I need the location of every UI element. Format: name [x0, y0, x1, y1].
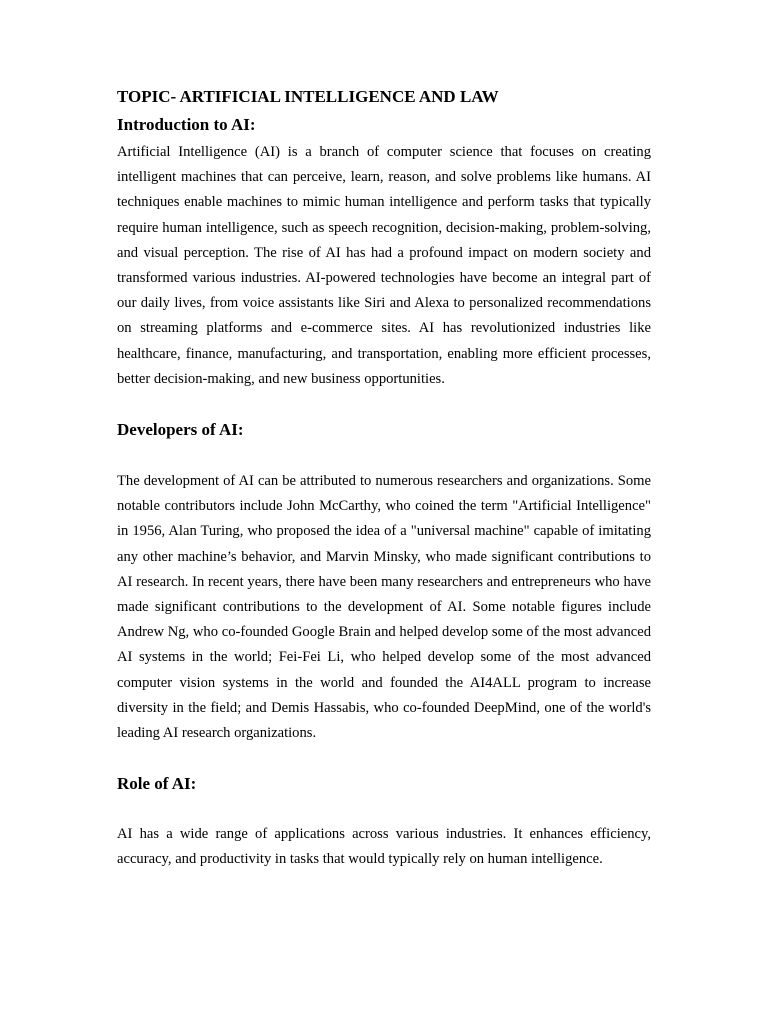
- section-heading-role: Role of AI:: [117, 774, 197, 794]
- section-body-developers: The development of AI can be attributed to numerous researchers and organizations. Some notable contributors include John McCarthy, who coined the term "Artificial Intelligence" in 1956, Alan Turing, who proposed the idea of a "universal machine" capable of imitating any other machine’s behavior, and Marvin Minsky, who made significant contributions to AI research. In recent years, there have been many researchers and entrepreneurs who have made significant contributions to the development of AI. Some notable figures include Andrew Ng, who co-founded Google Brain and helped develop some of the most advanced AI systems in the world; Fei-Fei Li, who helped develop some of the most advanced computer vision systems in the world and founded the AI4ALL program to increase diversity in the field; and Demis Hassabis, who co-founded DeepMind, one of the world's leading AI research organizations.: [117, 473, 651, 742]
- section-body-introduction: Artificial Intelligence (AI) is a branch of computer science that focuses on creating intelligent machines that can perceive, learn, reason, and solve problems like humans. AI techniques enable machines to mimic human intelligence and perform tasks that typically require human intelligence, such as speech recognition, decision-making, problem-solving, and visual perception. The rise of AI has had a profound impact on modern society and transformed various industries. AI-powered technologies have become an integral part of our daily lives, from voice assistants like Siri and Alexa to personalized recommendations on streaming platforms and e-commerce sites. AI has revolutionized industries like healthcare, finance, manufacturing, and transportation, enabling more efficient processes, better decision-making, and new business opportunities.: [117, 144, 651, 387]
- document-topic-title: TOPIC- ARTIFICIAL INTELLIGENCE AND LAW: [117, 87, 499, 106]
- section-heading-developers: Developers of AI:: [117, 420, 244, 440]
- section-body-role: AI has a wide range of applications across various industries. It enhances efficiency, accuracy, and productivity in tasks that would typically rely on human intelligence.: [117, 826, 651, 868]
- section-heading-introduction: Introduction to AI:: [117, 115, 256, 134]
- document-page: [117, 86, 651, 872]
